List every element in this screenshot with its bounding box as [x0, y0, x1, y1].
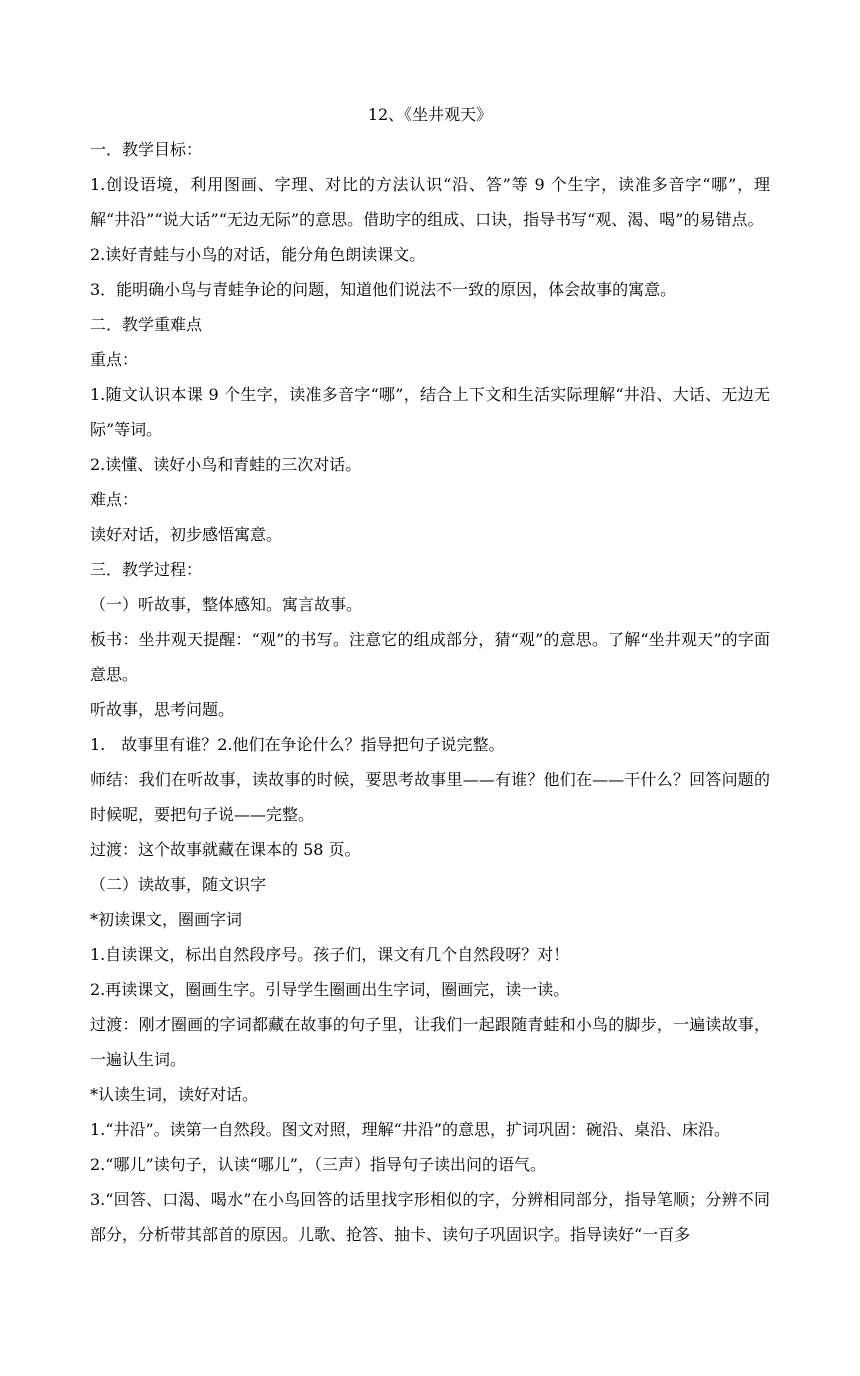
document-body — [90, 132, 770, 1252]
focus-item-1: 1.随文认识本课 9 个生字，读准多音字“哪”，结合上下文和生活实际理解“井沿、大话、无边无际”等词。 — [90, 385, 770, 439]
process-paragraph: 板书：坐井观天提醒：“观”的书写。注意它的组成部分，猜“观”的意思。了解“坐井观天”的字面意思。 — [90, 630, 770, 684]
section-heading-objectives: 一．教学目标： — [90, 140, 203, 159]
section-heading-key-points: 二．教学重难点 — [90, 315, 203, 334]
subheading-difficulty: 难点： — [90, 490, 139, 509]
process-paragraph: 过渡：这个故事就藏在课本的 58 页。 — [90, 840, 361, 859]
subheading-focus: 重点： — [90, 350, 139, 369]
process-paragraph: 1. 故事里有谁？2.他们在争论什么？指导把句子说完整。 — [90, 735, 505, 754]
objective-item-2: 2.读好青蛙与小鸟的对话，能分角色朗读课文。 — [90, 245, 426, 264]
objective-item-3: 3．能明确小鸟与青蛙争论的问题，知道他们说法不一致的原因，体会故事的寓意。 — [90, 280, 677, 299]
process-step-2-heading: （二）读故事，随文识字 — [90, 875, 267, 894]
process-subheading: *认读生词，读好对话。 — [90, 1085, 259, 1104]
difficulty-text: 读好对话，初步感悟寓意。 — [90, 525, 283, 544]
process-paragraph: 1.自读课文，标出自然段序号。孩子们，课文有几个自然段呀？对！ — [90, 945, 570, 964]
objective-item-1: 1.创设语境，利用图画、字理、对比的方法认识“沿、答”等 9 个生字，读准多音字“哪”，理解“井沿”“说大话”“无边无际”的意思。借助字的组成、口诀，指导书写“观、渴、喝”的易错点。 — [90, 175, 770, 229]
process-paragraph: 1.“井沿”。读第一自然段。图文对照，理解“井沿”的意思，扩词巩固：碗沿、桌沿、床沿。 — [90, 1120, 730, 1139]
process-paragraph: 2.“哪儿”读句子，认读“哪儿”，（三声）指导句子读出问的语气。 — [90, 1155, 546, 1174]
section-heading-process: 三．教学过程： — [90, 560, 203, 579]
process-paragraph: 过渡：刚才圈画的字词都藏在故事的句子里，让我们一起跟随青蛙和小鸟的脚步，一遍读故事，一遍认生词。 — [90, 1015, 770, 1069]
focus-item-2: 2.读懂、读好小鸟和青蛙的三次对话。 — [90, 455, 362, 474]
process-paragraph: 2.再读课文，圈画生字。引导学生圈画出生字词，圈画完，读一读。 — [90, 980, 570, 999]
document-title: 12、《坐井观天》 — [367, 105, 493, 124]
process-step-1-heading: （一）听故事，整体感知。寓言故事。 — [90, 595, 363, 614]
process-paragraph: 师结：我们在听故事，读故事的时候，要思考故事里——有谁？他们在——干什么？回答问题的时候呢，要把句子说——完整。 — [90, 770, 770, 824]
process-paragraph: 3.“回答、口渴、喝水”在小鸟回答的话里找字形相似的字，分辨相同部分，指导笔顺；分辨不同部分，分析带其部首的原因。儿歌、抢答、抽卡、读句子巩固识字。指导读好“一百多 — [90, 1190, 770, 1244]
process-subheading: *初读课文，圈画字词 — [90, 910, 243, 929]
process-paragraph: 听故事，思考问题。 — [90, 700, 235, 719]
